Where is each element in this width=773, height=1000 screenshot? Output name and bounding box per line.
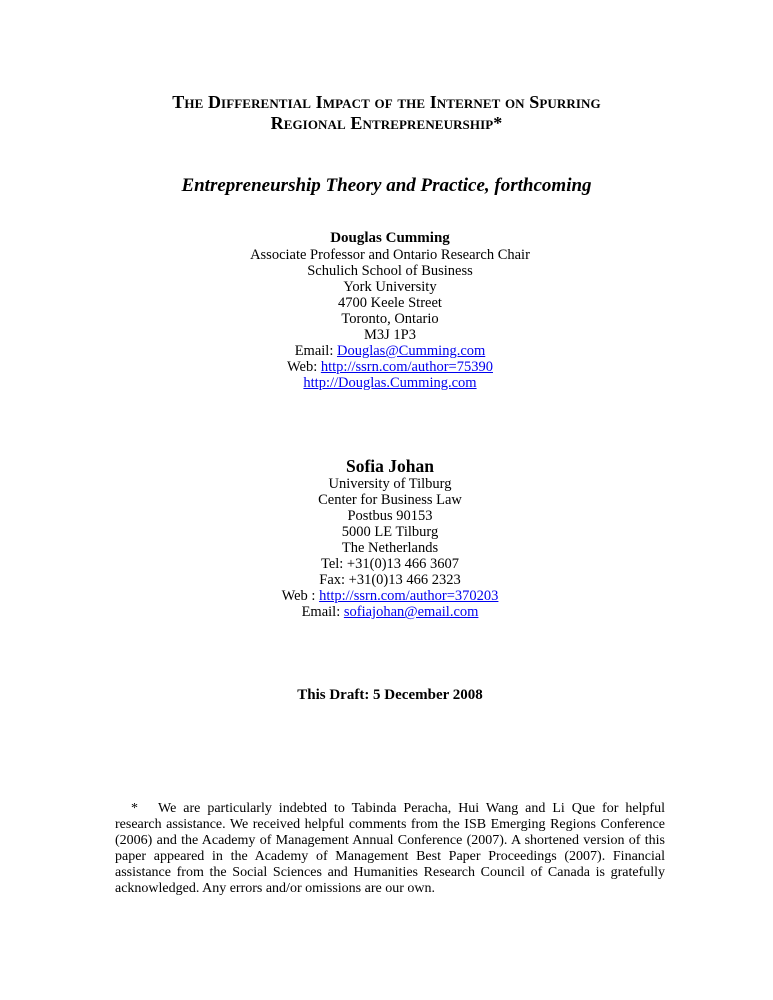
author-name: Sofia Johan: [345, 456, 434, 476]
author-web-line: [0, 588, 773, 604]
email-link[interactable]: Douglas@Cumming.com: [337, 343, 486, 359]
acknowledgement-footnote: [115, 801, 665, 897]
homepage-link[interactable]: http://Douglas.Cumming.com: [303, 375, 477, 391]
paper-title: [0, 92, 773, 134]
author-affiliation-line: University of Tilburg: [328, 476, 452, 492]
author-name: Douglas Cumming: [330, 230, 450, 246]
author-web-line-2: [0, 375, 773, 391]
author-block-johan: [0, 456, 773, 620]
author-affiliation-line: Schulich School of Business: [307, 263, 473, 279]
author-affiliation-line: York University: [343, 279, 437, 295]
author-fax-line: Fax: +31(0)13 466 2323: [319, 572, 461, 588]
title-line-2: Regional Entrepreneurship*: [270, 113, 503, 133]
footnote-mark: *: [131, 801, 138, 816]
footnote-text: We are particularly indebted to Tabinda Peracha, Hui Wang and Li Que for helpful research assistance. We received helpful comments from the ISB Emerging Regions Conference (2006) and the Academy of Management Annual Conference (2007). A shortened version of this paper appeared in the Academy of Management Best Paper Proceedings (2007). Financial assistance from the Social Sciences and Humanities Research Council of Canada is gratefully acknowledged. Any errors and/or omissions are our own.: [115, 801, 665, 896]
author-affiliation-line: Associate Professor and Ontario Research Chair: [250, 247, 530, 263]
author-affiliation-line: Postbus 90153: [347, 508, 433, 524]
title-line-1: The Differential Impact of the Internet on Spurring: [172, 92, 601, 112]
journal-subtitle: Entrepreneurship Theory and Practice, forthcoming: [181, 175, 592, 196]
author-affiliation-line: M3J 1P3: [364, 327, 416, 343]
author-affiliation-line: Toronto, Ontario: [341, 311, 439, 327]
web-label: Web:: [287, 359, 318, 375]
web-label: Web :: [281, 588, 316, 604]
web-link[interactable]: http://ssrn.com/author=75390: [320, 359, 493, 375]
draft-date: This Draft: 5 December 2008: [297, 687, 483, 703]
email-label: Email:: [294, 343, 334, 359]
email-link[interactable]: sofiajohan@email.com: [343, 604, 479, 620]
web-link[interactable]: http://ssrn.com/author=370203: [319, 588, 499, 604]
author-block-cumming: [0, 230, 773, 391]
author-affiliation-line: The Netherlands: [341, 540, 439, 556]
author-phone-line: Tel: +31(0)13 466 3607: [320, 556, 460, 572]
author-web-line: [0, 359, 773, 375]
author-affiliation-line: 5000 LE Tilburg: [341, 524, 439, 540]
author-email-line: [0, 604, 773, 620]
author-affiliation-line: 4700 Keele Street: [338, 295, 442, 311]
author-email-line: [0, 343, 773, 359]
author-affiliation-line: Center for Business Law: [318, 492, 462, 508]
email-label: Email:: [301, 604, 341, 620]
